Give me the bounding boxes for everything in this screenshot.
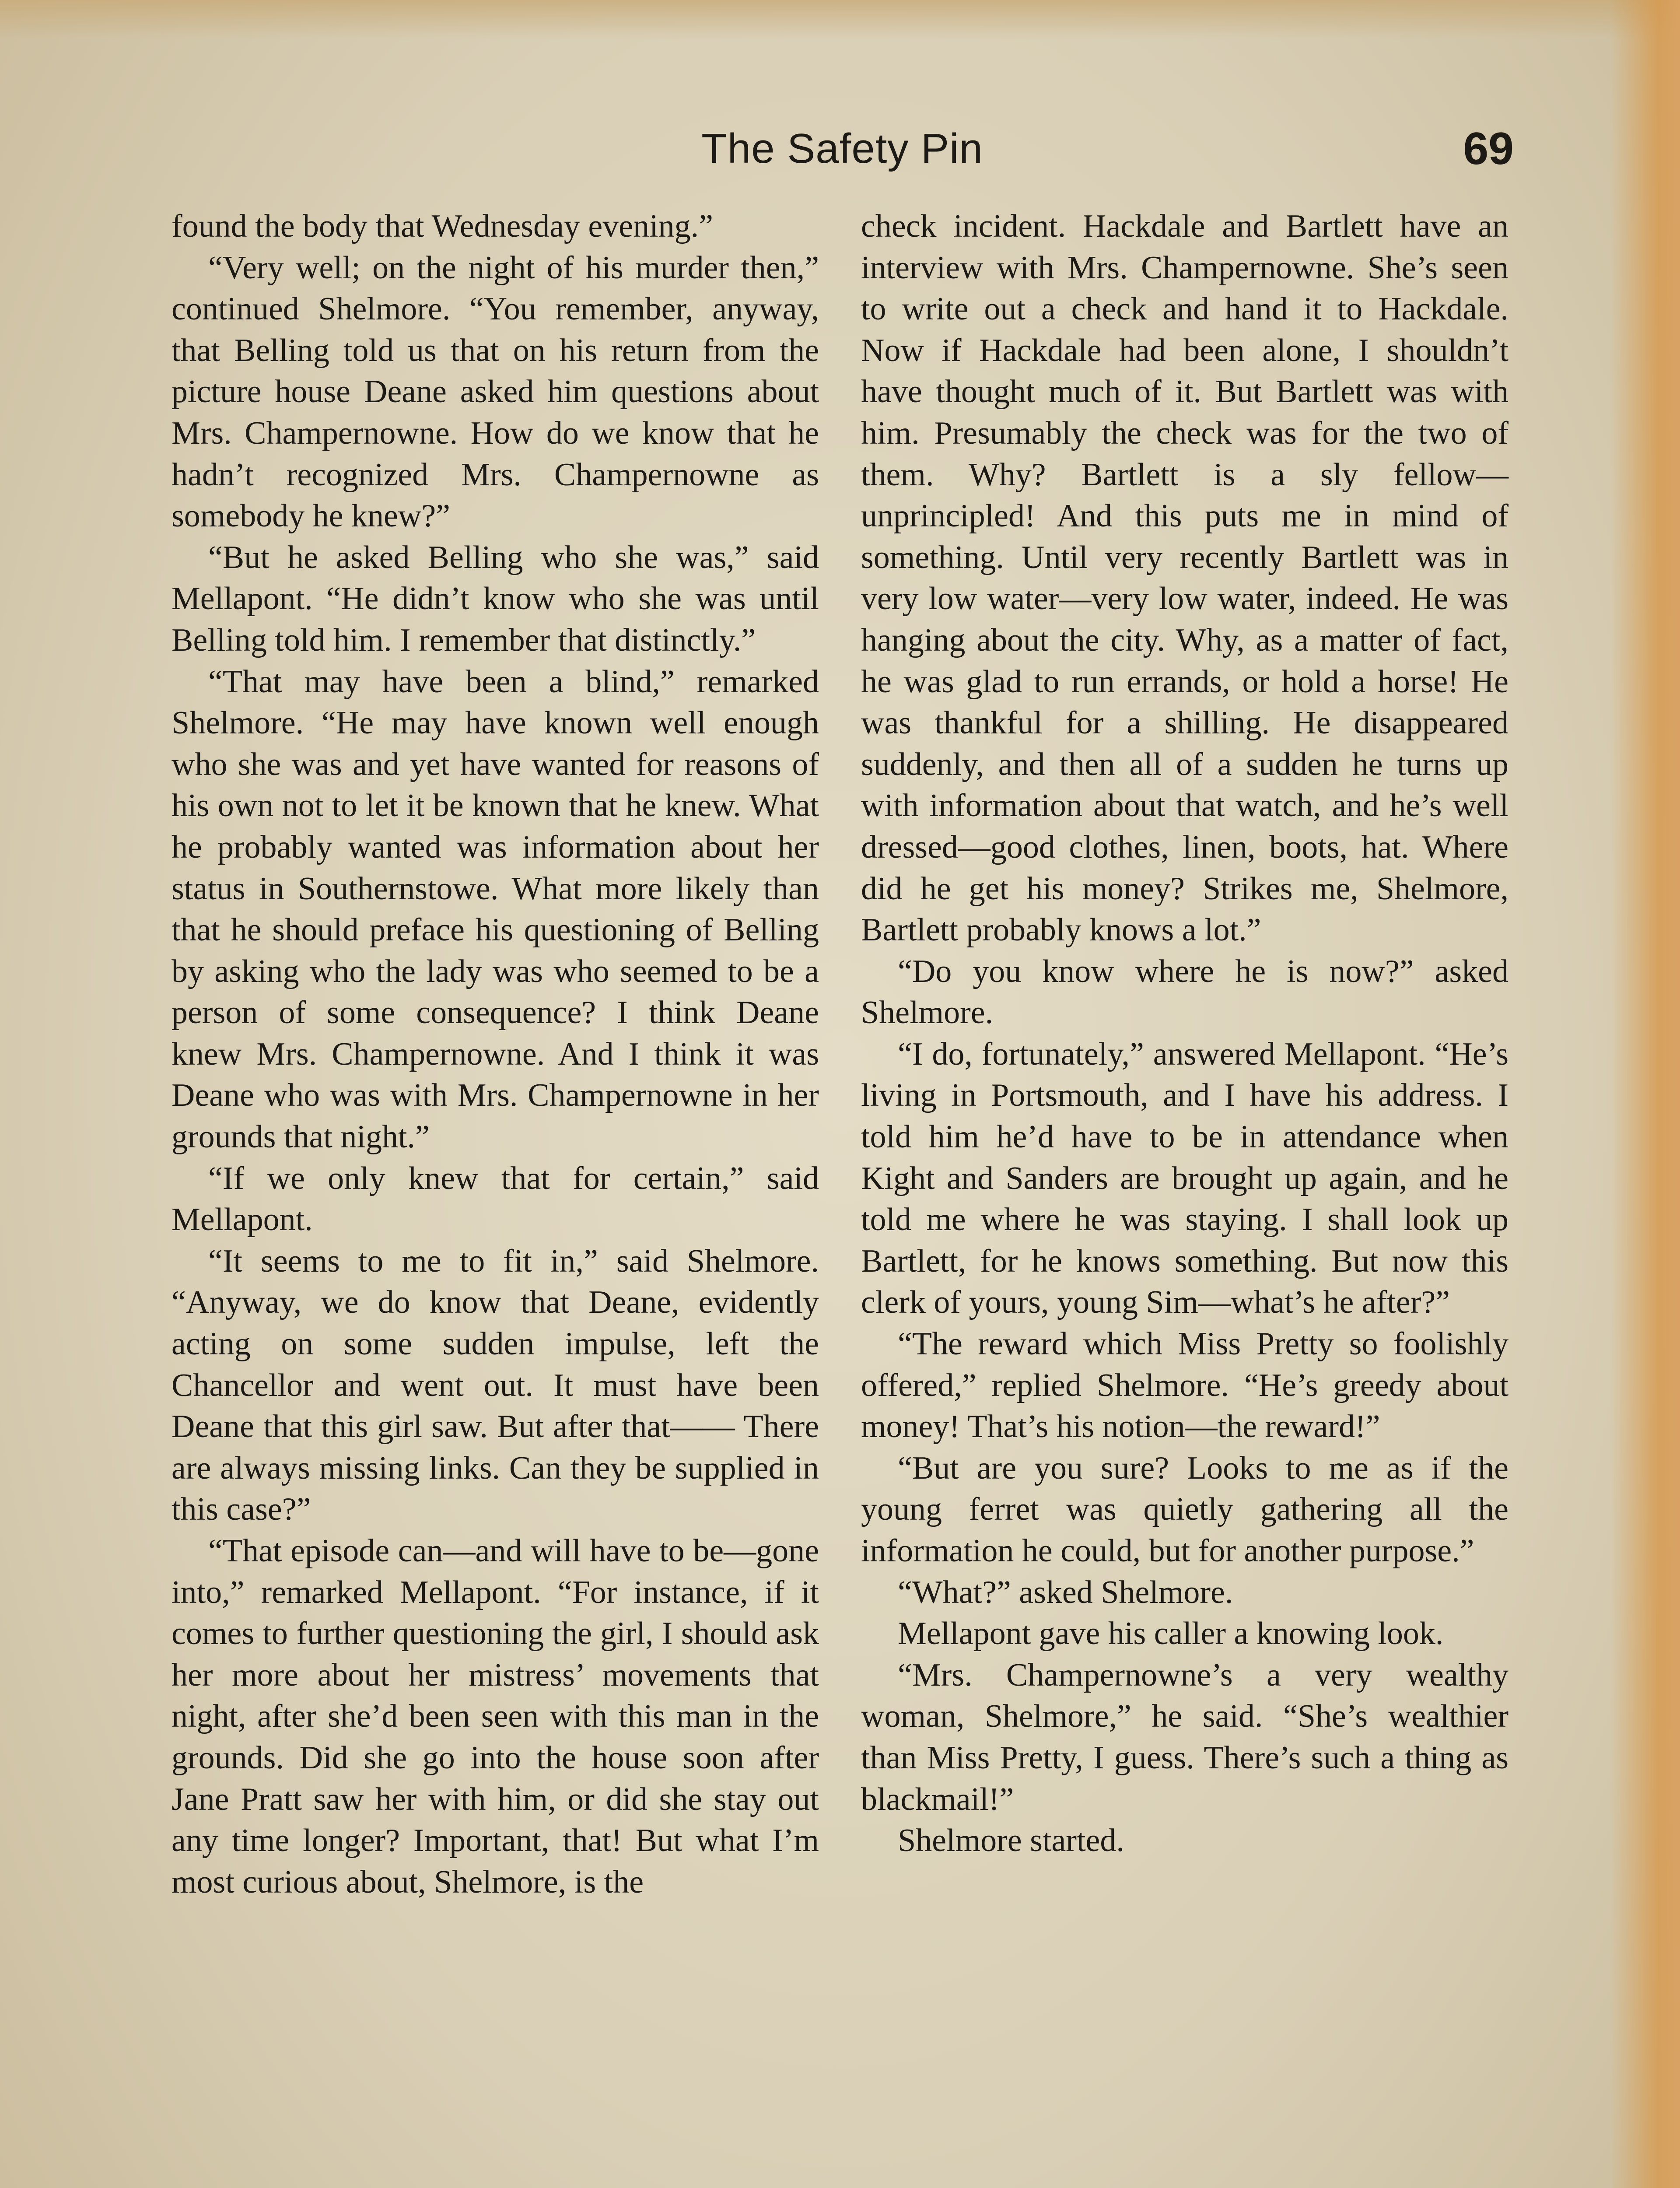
page-right-edge (1610, 0, 1680, 2188)
paragraph: “It seems to me to fit in,” said Shelmore. “Anyway, we do know that Deane, evidently acting on some sudden impulse, left the Chancellor and went out. It must have been Deane that this girl saw. But after that—— There are always missing links. Can they be supplied in this case?” (172, 1243, 819, 1528)
paragraph: Mellapont gave his caller a knowing look. (898, 1616, 1444, 1652)
right-column (861, 206, 1508, 1862)
page-header (171, 118, 1514, 179)
paragraph: “I do, fortunately,” answered Mellapont. “He’s living in Portsmouth, and I have his address. I told him he’d have to be in attendance when Kight and Sanders are brought up again, and he told me where he was staying. I shall look up Bartlett, for he knows something. But now this clerk of yours, young Sim—what’s he after?” (861, 1036, 1508, 1321)
left-column (172, 206, 819, 1903)
page-top-edge (0, 0, 1680, 39)
paragraph: “That may have been a blind,” remarked Shelmore. “He may have known well enough who she was and yet have wanted for reasons of his own not to let it be known that he knew. What he probably wanted was information about her status in Southernstowe. What more likely than that he should preface his questioning of Belling by asking who the lady was who seemed to be a person of some consequence? I think Deane knew Mrs. Champernowne. And I think it was Deane who was with Mrs. Champernowne in her grounds that night.” (172, 663, 819, 1155)
paragraph: Shelmore started. (898, 1823, 1124, 1859)
paragraph: “Very well; on the night of his murder then,” continued Shelmore. “You remember, anyway, that Belling told us that on his return from the picture house Deane asked him questions about Mrs. Champernowne. How do we know that he hadn’t recognized Mrs. Champernowne as somebody he knew?” (172, 249, 819, 534)
paragraph: “That episode can—and will have to be—gone into,” remarked Mellapont. “For instance, if it comes to further questioning the girl, I should ask her more about her mistress’ movements that night, after she’d been seen with this man in the grounds. Did she go into the house soon after Jane Pratt saw her with him, or did she stay out any time longer? Important, that! But what I’m most curious about, Shelmore, is the (172, 1533, 819, 1900)
paragraph: “What?” asked Shelmore. (898, 1574, 1233, 1610)
paragraph: “The reward which Miss Pretty so foolishly offered,” replied Shelmore. “He’s greedy about money! That’s his notion—the reward!” (861, 1326, 1508, 1445)
page-number: 69 (1463, 123, 1514, 174)
running-title: The Safety Pin (701, 125, 983, 172)
paragraph: check incident. Hackdale and Bartlett have an interview with Mrs. Champernowne. She’s seen to write out a check and hand it to Hackdale. Now if Hackdale had been alone, I shouldn’t have thought much of it. But Bartlett was with him. Presumably the check was for the two of them. Why? Bartlett is a sly fellow—unprincipled! And this puts me in mind of something. Until very recently Bartlett was in very low water—very low water, indeed. He was hanging about the city. Why, as a matter of fact, he was glad to run errands, or hold a horse! He was thankful for a shilling. He disappeared suddenly, and then all of a sudden he turns up with information about that watch, and he’s well dressed—good clothes, linen, boots, hat. Where did he get his money? Strikes me, Shelmore, Bartlett probably knows a lot.” (861, 208, 1508, 948)
paragraph: “But are you sure? Looks to me as if the young ferret was quietly gathering all the information he could, but for another purpose.” (861, 1450, 1508, 1569)
paragraph: “Do you know where he is now?” asked Shelmore. (861, 953, 1508, 1031)
paragraph: “Mrs. Champernowne’s a very wealthy woman, Shelmore,” he said. “She’s wealthier than Miss Pretty, I guess. There’s such a thing as blackmail!” (861, 1657, 1508, 1817)
paragraph: found the body that Wednesday evening.” (172, 208, 714, 244)
paragraph: “But he asked Belling who she was,” said Mellapont. “He didn’t know who she was until Belling told him. I remember that distinctly.” (172, 539, 819, 658)
paragraph: “If we only knew that for certain,” said Mellapont. (172, 1160, 819, 1238)
